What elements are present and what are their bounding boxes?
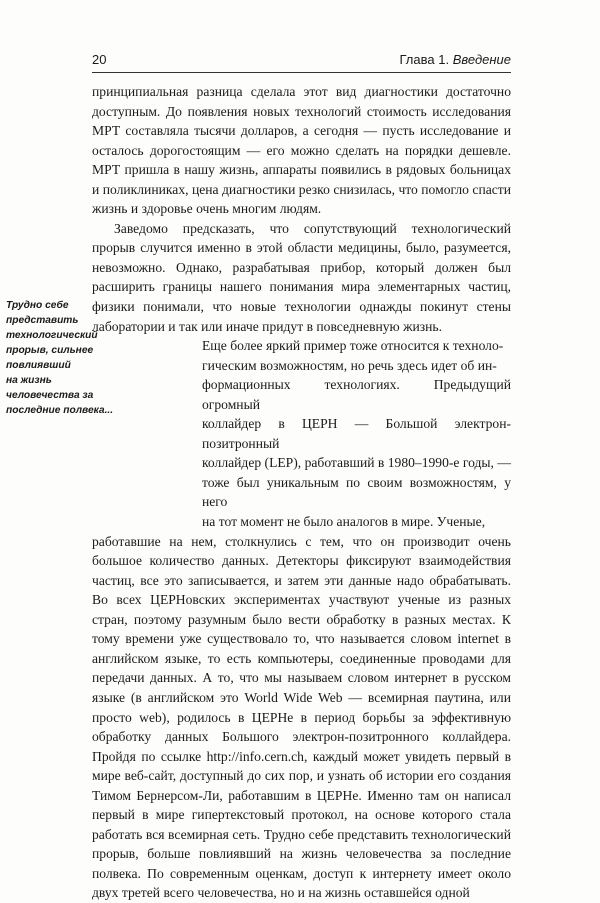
margin-note-line: представить — [6, 315, 79, 326]
margin-note-line: повлиявший — [6, 360, 71, 371]
header-rule — [92, 72, 511, 73]
chapter-label: Глава 1. — [399, 52, 450, 67]
text-line: гическим возможностям, но речь здесь идет об ин- — [202, 357, 497, 373]
paragraph-1: принципиальная разница сделала этот вид диагностики достаточно доступным. До появления новых технологий стоимость исследования МРТ составляла тысячи долларов, а сегодня — пусть исследование и осталось дорогостоящим — его можно сделать на порядки дешевле. МРТ пришла в нашу жизнь, аппараты появились в рядовых больницах и поликлиниках, цена диагностики резко снизилась, что помогло спасти жизнь и здоровье очень многим людям. — [92, 84, 511, 217]
text-line: коллайдер в ЦЕРН — Большой электрон-позитронный — [202, 416, 511, 451]
paragraph-3-beside-note — [202, 336, 511, 531]
running-title — [400, 52, 512, 68]
text-line: коллайдер (LEP), работавший в 1980–1990-е годы, — — [202, 455, 511, 471]
body-text — [92, 82, 511, 903]
margin-note — [6, 298, 114, 418]
text-line: формационных технологиях. Предыдущий огромный — [202, 377, 511, 412]
paragraph-2: Заведомо предсказать, что сопутствующий технологический прорыв случится именно в этой области медицины, было, разумеется, невозможно. Однако, разрабатывая прибор, который должен был расширить границы нашего понимания мира элементарных частиц, физики понимали, что новые технологии однажды покинут стены лаборатории и так или иначе придут в повседневную жизнь. — [92, 220, 511, 334]
margin-note-line: на жизнь — [6, 375, 52, 386]
paragraph-3-continued: работавшие на нем, столкнулись с тем, что он производит очень большое количество данных. Детекторы фиксируют взаимодействия частиц, все это записывается, и затем эти данные надо обрабатывать. Во всех ЦЕРНовских экспериментах участвуют ученые из разных стран, поэтому разумным было вести обработку в разных местах. К тому времени уже существовало то, что называется словом internet в английском языке, то есть компьютеры, соединенные проводами для передачи данных. А то, что мы называем словом интернет в русском языке (в английском это World Wide Web — всемирная паутина, или просто web), родилось в ЦЕРНе в период борьбы за эффективную обработку данных Большого электрон-позитронного коллайдера. Пройдя по ссылке http://info.cern.ch, каждый может увидеть первый в мире веб-сайт, доступный до сих пор, и узнать об истории его создания Тимом Бернерсом-Ли, работавшим в ЦЕРНе. Именно там он написал первый в мире гипертекстовый протокол, на основе которого стала работать вся всемирная сеть. Трудно себе представить технологический прорыв, больше повлиявший на жизнь человечества за последние полвека. По современным оценкам, доступ к интернету имеет около двух третей всего человечества, но и на жизнь оставшейся одной — [92, 533, 511, 901]
chapter-title: Введение — [452, 52, 511, 67]
margin-note-line: прорыв, сильнее — [6, 345, 94, 356]
text-line: тоже был уникальным по своим возможностям, у него — [202, 474, 511, 510]
text-line: Еще более яркий пример тоже относится к техноло- — [202, 338, 504, 354]
text-line: на тот момент не было аналогов в мире. Ученые, — [202, 514, 486, 530]
margin-note-line: технологический — [6, 330, 98, 341]
margin-note-line: Трудно себе — [6, 300, 69, 311]
page-number: 20 — [92, 52, 107, 67]
margin-note-line: человечества за — [6, 390, 94, 401]
margin-note-line: последние полвека... — [6, 405, 114, 416]
